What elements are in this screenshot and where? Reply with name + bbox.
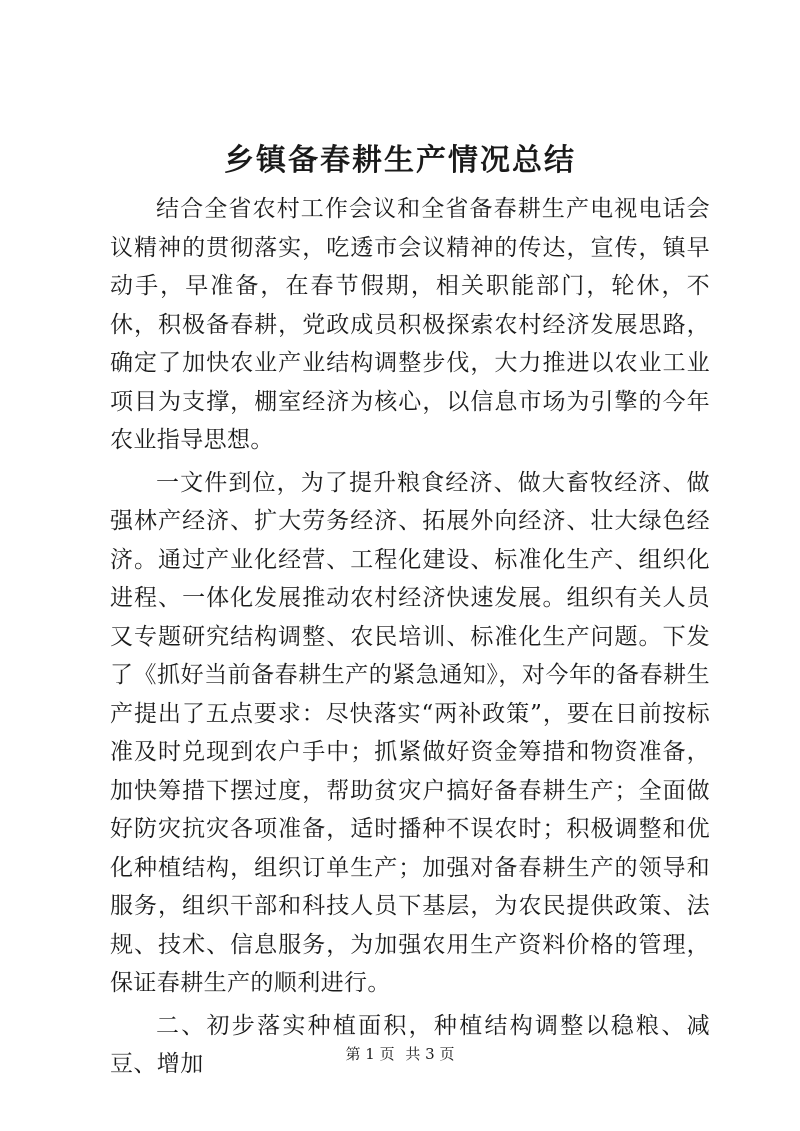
document-body bbox=[110, 190, 710, 1088]
document-title: 乡镇备春耕生产情况总结 bbox=[224, 143, 576, 178]
paragraph-section-one: 一文件到位，为了提升粮食经济、做大畜牧经济、做强林产经济、扩大劳务经济、拓展外向经济、壮大绿色经济。通过产业化经营、工程化建设、标准化生产、组织化进程、一体化发展推动农村经济快速发展。组织有关人员又专题研究结构调整、农民培训、标准化生产问题。下发了《抓好当前备春耕生产的紧急通知》，对今年的备春耕生产提出了五点要求：尽快落实“两补政策”，要在日前按标准及时兑现到农户手中；抓紧做好资金筹措和物资准备，加快筹措下摆过度，帮助贫灾户搞好备春耕生产；全面做好防灾抗灾各项准备，适时播种不误农时；积极调整和优化种植结构，组织订单生产；加强对备春耕生产的领导和服务，组织干部和科技人员下基层，为农民提供政策、法规、技术、信息服务，为加强农用生产资料价格的管理，保证春耕生产的顺利进行。 bbox=[110, 469, 710, 996]
page-number: 第 1 页 bbox=[345, 1045, 395, 1063]
paragraph-intro: 结合全省农村工作会议和全省备春耕生产电视电话会议精神的贯彻落实，吃透市会议精神的传达，宣传，镇早动手，早准备，在春节假期，相关职能部门，轮休，不休，积极备春耕，党政成员积极探索农村经济发展思路，确定了加快农业产业结构调整步伐，大力推进以农业工业项目为支撑，棚室经济为核心，以信息市场为引擎的今年农业指导思想。 bbox=[110, 196, 710, 453]
paragraph-section-two: 二、初步落实种植面积，种植结构调整以稳粮、减豆、增加 bbox=[110, 1012, 710, 1077]
page-footer bbox=[0, 1044, 800, 1064]
page-total: 共 3 页 bbox=[405, 1045, 455, 1063]
